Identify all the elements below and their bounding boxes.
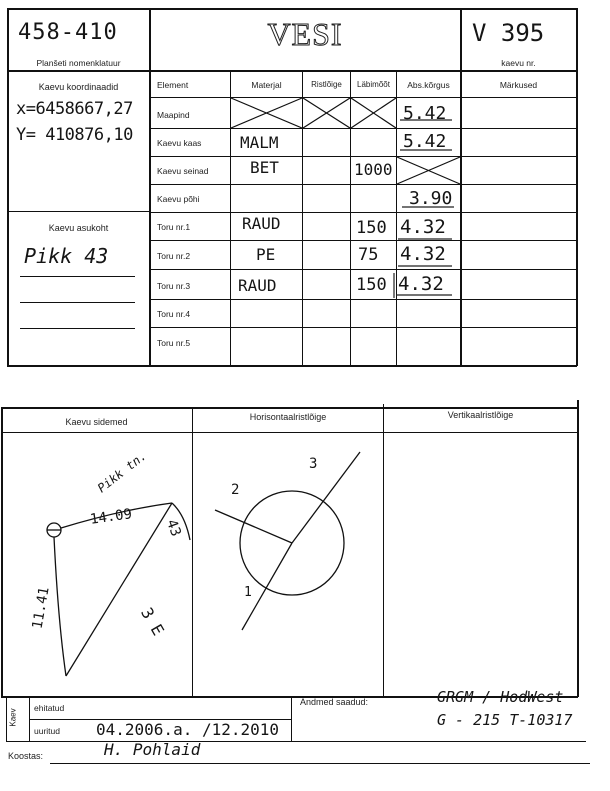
- horizontal-section-label: Horisontaalristlõige: [249, 412, 327, 422]
- col-header-element: Element: [157, 80, 189, 90]
- coordinate-x: x=6458667,27: [16, 99, 133, 119]
- row-diameter: 1000: [354, 160, 393, 179]
- tie-street-label: Pikk tn.: [94, 448, 149, 496]
- tie-distance-3: 11.41: [29, 585, 53, 631]
- col-header-notes: Märkused: [499, 80, 538, 90]
- row-element: Maapind: [157, 110, 190, 120]
- row-element: Kaevu seinad: [157, 166, 209, 176]
- nomenclature-label: Planšeti nomenklatuur: [36, 58, 121, 68]
- row-abs-height: 4.32: [400, 216, 446, 238]
- page-title: VESI: [267, 16, 343, 52]
- pipe-number-1: 1: [244, 585, 252, 600]
- row-abs-height: 4.32: [398, 273, 444, 295]
- well-number-value: V 395: [472, 19, 545, 47]
- compiled-label: Koostas:: [8, 751, 44, 761]
- source-label: Andmed saadud:: [300, 697, 369, 707]
- nomenclature-value: 458-410: [18, 20, 118, 45]
- row-material: MALM: [240, 133, 279, 152]
- row-diameter: 150: [356, 218, 387, 238]
- surveyed-value: 04.2006.a. /12.2010: [96, 720, 280, 739]
- tie-distance-1: 14.09: [89, 506, 134, 528]
- built-label: ehitatud: [34, 703, 65, 713]
- well-number-label: kaevu nr.: [501, 58, 536, 68]
- row-element: Kaevu põhi: [157, 194, 200, 204]
- pipe-number-3: 3: [309, 456, 318, 472]
- tie-distance-4: 3 E: [136, 604, 168, 639]
- coordinate-y: Y= 410876,10: [16, 125, 133, 145]
- row-diameter: 150: [356, 275, 387, 295]
- row-material: PE: [256, 245, 276, 264]
- row-material: BET: [250, 158, 279, 177]
- source-line-2: G - 215 T-10317: [437, 711, 573, 729]
- row-abs-height: 5.42: [403, 103, 447, 124]
- col-header-cross-section: Ristlõige: [311, 80, 342, 89]
- compiled-value: H. Pohlaid: [104, 740, 201, 759]
- row-diameter: 75: [358, 245, 379, 265]
- surveyed-label: uuritud: [34, 726, 60, 736]
- tie-distance-2: 43: [163, 517, 184, 539]
- row-element: Toru nr.4: [157, 309, 191, 319]
- location-value: Pikk 43: [24, 244, 109, 268]
- ties-label: Kaevu sidemed: [65, 417, 128, 427]
- row-material: RAUD: [242, 214, 281, 233]
- coordinates-label: Kaevu koordinaadid: [38, 82, 119, 92]
- location-label: Kaevu asukoht: [48, 223, 109, 233]
- row-abs-height: 4.32: [400, 243, 446, 265]
- row-abs-height: 3.90: [409, 188, 453, 209]
- col-header-material: Materjal: [251, 80, 282, 90]
- row-element: Toru nr.2: [157, 251, 191, 261]
- vertical-section-label: Vertikaalristlõige: [447, 410, 514, 420]
- row-element: Toru nr.1: [157, 222, 191, 232]
- row-abs-height: 5.42: [403, 131, 447, 152]
- col-header-diameter: Läbimõõt: [357, 80, 390, 89]
- row-element: Toru nr.3: [157, 281, 191, 291]
- col-header-abs-height: Abs.kõrgus: [407, 80, 450, 90]
- footer-side-label: Kaev: [8, 708, 18, 727]
- row-material: RAUD: [238, 276, 277, 295]
- row-element: Toru nr.5: [157, 338, 191, 348]
- pipe-number-2: 2: [231, 482, 240, 498]
- row-element: Kaevu kaas: [157, 138, 202, 148]
- source-line-1: GRGM / HodWest: [437, 688, 564, 706]
